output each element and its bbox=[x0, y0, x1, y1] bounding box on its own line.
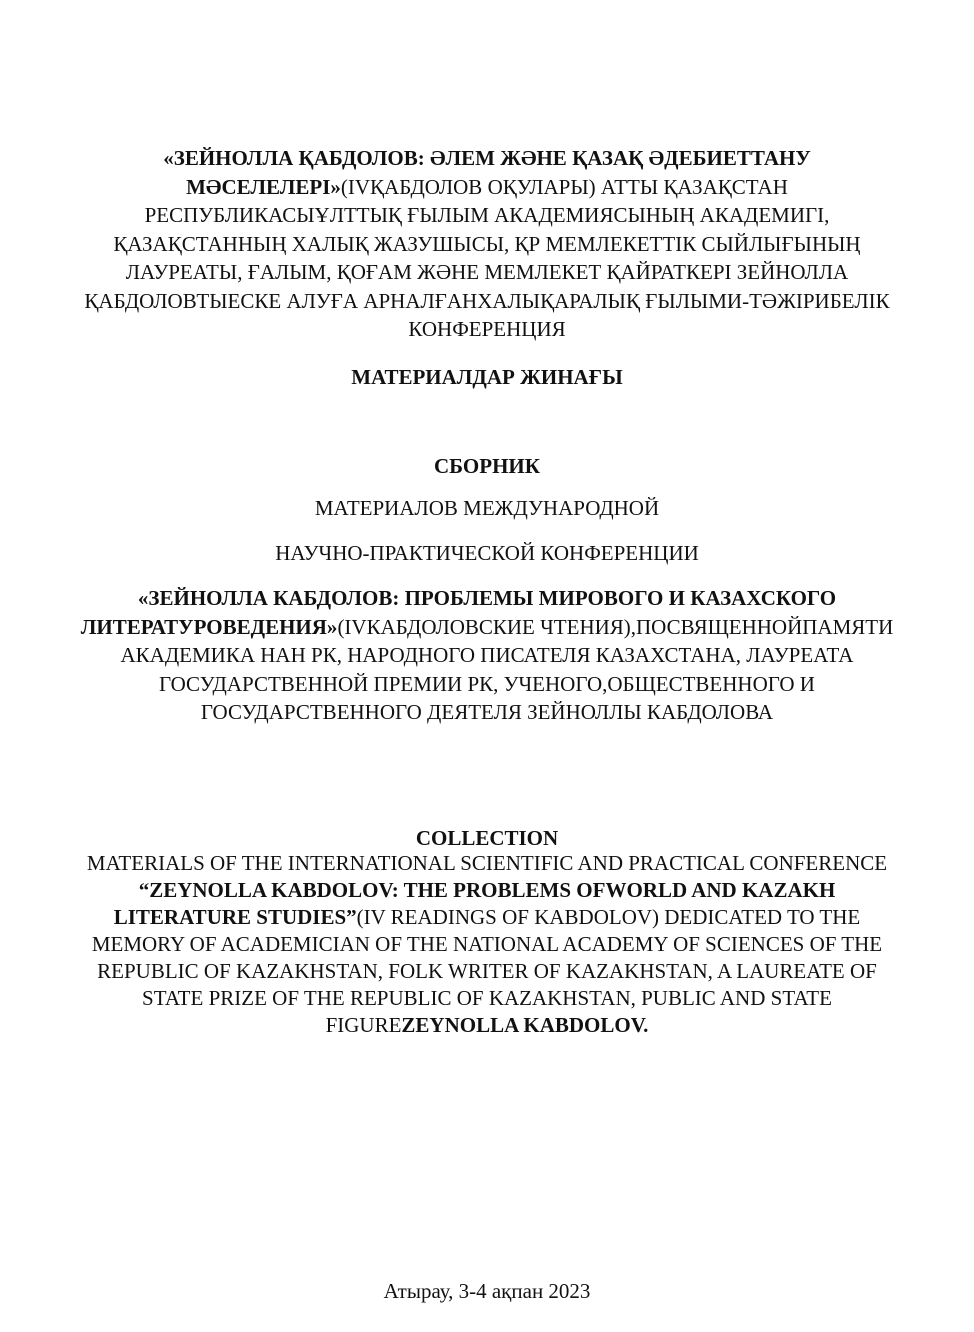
ru-title-line-1: «ЗЕЙНОЛЛА КАБДОЛОВ: ПРОБЛЕМЫ МИРОВОГО И КАЗАХСКОГО bbox=[137, 586, 837, 610]
russian-collection-heading: СБОРНИК bbox=[434, 454, 540, 478]
english-collection-heading: COLLECTION bbox=[415, 826, 559, 850]
kz-title-line-7: КОНФЕРЕНЦИЯ bbox=[408, 317, 566, 341]
kz-title-line-1: «ЗЕЙНОЛЛА ҚАБДОЛОВ: ӘЛЕМ ЖӘНЕ ҚАЗАҚ ӘДЕБИЕТТАНУ bbox=[163, 146, 811, 170]
ru-title-line-4: ГОСУДАРСТВЕННОЙ ПРЕМИИ РК, УЧЕНОГО,ОБЩЕСТВЕННОГО И bbox=[159, 671, 815, 696]
ru-title-line-2: ЛИТЕРАТУРОВЕДЕНИЯ»(IVКАБДОЛОВСКИЕ ЧТЕНИЯ),ПОСВЯЩЕННОЙПАМЯТИ bbox=[80, 614, 894, 639]
en-title-line-4: MEMORY OF ACADEMICIAN OF THE NATIONAL ACADEMY OF SCIENCES OF THE bbox=[91, 932, 883, 956]
kz-title-line-6: ҚАБДОЛОВТЫЕСКЕ АЛУҒА АРНАЛҒАНХАЛЫҚАРАЛЫҚ ҒЫЛЫМИ-ТӘЖІРИБЕЛІК bbox=[84, 288, 890, 313]
ru-title-line-3: АКАДЕМИКА НАН РК, НАРОДНОГО ПИСАТЕЛЯ КАЗАХСТАНА, ЛАУРЕАТА bbox=[120, 643, 854, 667]
kz-title-line-4: ҚАЗАҚСТАННЫҢ ХАЛЫҚ ЖАЗУШЫСЫ, ҚР МЕМЛЕКЕТТІК СЫЙЛЫҒЫНЫҢ bbox=[113, 231, 861, 256]
russian-subtitle-2: НАУЧНО-ПРАКТИЧЕСКОЙ КОНФЕРЕНЦИИ bbox=[275, 541, 699, 565]
english-conference-title bbox=[0, 850, 974, 1039]
ru-title-line-5: ГОСУДАРСТВЕННОГО ДЕЯТЕЛЯ ЗЕЙНОЛЛЫ КАБДОЛОВА bbox=[200, 700, 774, 724]
en-title-line-1: MATERIALS OF THE INTERNATIONAL SCIENTIFIC AND PRACTICAL CONFERENCE bbox=[86, 851, 888, 875]
kazakh-collection-heading: МАТЕРИАЛДАР ЖИНАҒЫ bbox=[351, 365, 623, 389]
en-title-line-3: LITERATURE STUDIES”(IV READINGS OF KABDOLOV) DEDICATED TO THE bbox=[113, 905, 861, 929]
footer-place-date: Атырау, 3-4 ақпан 2023 bbox=[383, 1279, 591, 1303]
kz-title-line-3: РЕСПУБЛИКАСЫҰЛТТЫҚ ҒЫЛЫМ АКАДЕМИЯСЫНЫҢ АКАДЕМИГІ, bbox=[144, 203, 830, 227]
en-title-line-7: FIGUREZEYNOLLA KABDOLOV. bbox=[325, 1013, 649, 1037]
kazakh-conference-title bbox=[0, 144, 974, 344]
en-title-line-6: STATE PRIZE OF THE REPUBLIC OF KAZAKHSTAN, PUBLIC AND STATE bbox=[142, 986, 832, 1010]
russian-subtitle-1: МАТЕРИАЛОВ МЕЖДУНАРОДНОЙ bbox=[314, 496, 660, 520]
kz-title-line-5: ЛАУРЕАТЫ, ҒАЛЫМ, ҚОҒАМ ЖӘНЕ МЕМЛЕКЕТ ҚАЙРАТКЕРІ ЗЕЙНОЛЛА bbox=[125, 260, 849, 284]
russian-conference-title bbox=[0, 584, 974, 727]
en-title-line-5: REPUBLIC OF KAZAKHSTAN, FOLK WRITER OF KAZAKHSTAN, A LAUREATE OF bbox=[97, 959, 877, 983]
kz-title-line-2: МӘСЕЛЕЛЕРІ»(IVҚАБДОЛОВ ОҚУЛАРЫ) АТТЫ ҚАЗАҚСТАН bbox=[186, 174, 788, 199]
en-title-line-2: “ZEYNOLLA KABDOLOV: THE PROBLEMS OFWORLD AND KAZAKH bbox=[138, 878, 836, 902]
